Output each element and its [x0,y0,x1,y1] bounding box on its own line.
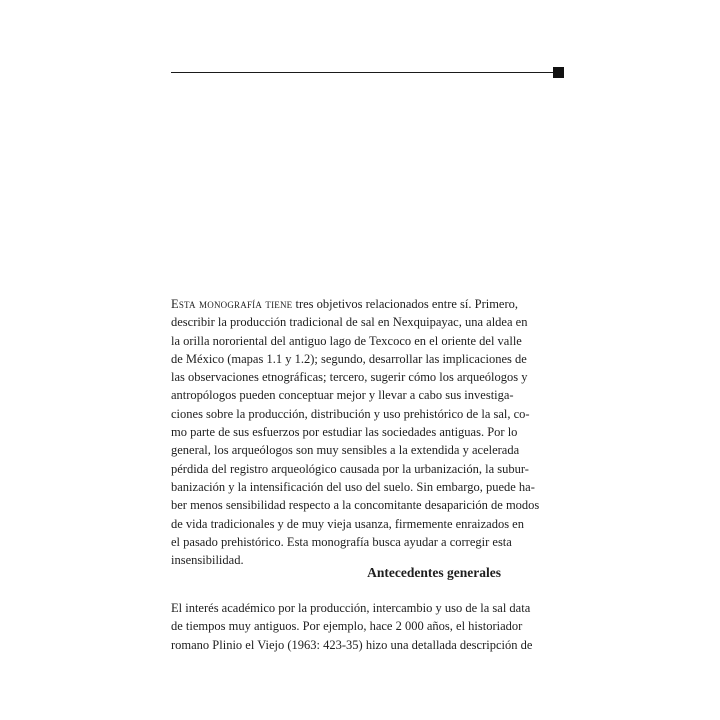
header-rule [171,72,553,73]
intro-line: describir la producción tradicional de sal en Nexquipayac, una aldea en [171,315,528,330]
intro-line: mo parte de sus esfuerzos por estudiar las sociedades antiguas. Por lo [171,425,518,440]
intro-line: de vida tradicionales y de muy vieja usanza, firmemente enraizados en [171,516,524,531]
intro-line [171,295,519,313]
intro-line: general, los arqueólogos son muy sensibles a la extendida y acelerada [171,443,520,458]
history-line: de tiempos muy antiguos. Por ejemplo, hace 2 000 años, el historiador [171,619,523,634]
intro-line: banización y la intensificación del uso del suelo. Sin embargo, puede ha- [171,479,535,494]
intro-lead-smallcaps: Esta monografía tiene [171,297,293,311]
intro-line: el pasado prehistórico. Esta monografía busca ayudar a corregir esta [171,534,512,549]
history-paragraph [171,599,533,654]
header-rule-square [553,67,564,78]
intro-line: las observaciones etnográficas; tercero, sugerir cómo los arqueólogos y [171,370,528,385]
intro-line: antropólogos pueden conceptuar mejor y llevar a cabo sus investiga- [171,388,514,403]
intro-line: de México (mapas 1.1 y 1.2); segundo, desarrollar las implicaciones de [171,351,527,366]
history-line: El interés académico por la producción, intercambio y uso de la sal data [171,601,531,615]
intro-line: ber menos sensibilidad respecto a la concomitante desaparición de modos [171,498,540,513]
history-line: romano Plinio el Viejo (1963: 423-35) hizo una detallada descripción de [171,637,533,652]
intro-line: insensibilidad. [171,553,244,568]
section-heading: Antecedentes generales [367,565,501,580]
intro-line: pérdida del registro arqueológico causada por la urbanización, la subur- [171,461,529,476]
intro-line: ciones sobre la producción, distribución y uso prehistórico de la sal, co- [171,406,530,421]
intro-first-line-rest: tres objetivos relacionados entre sí. Primero, [292,297,519,311]
intro-paragraph [171,295,540,569]
intro-line: la orilla nororiental del antiguo lago de Texcoco en el oriente del valle [171,333,522,348]
